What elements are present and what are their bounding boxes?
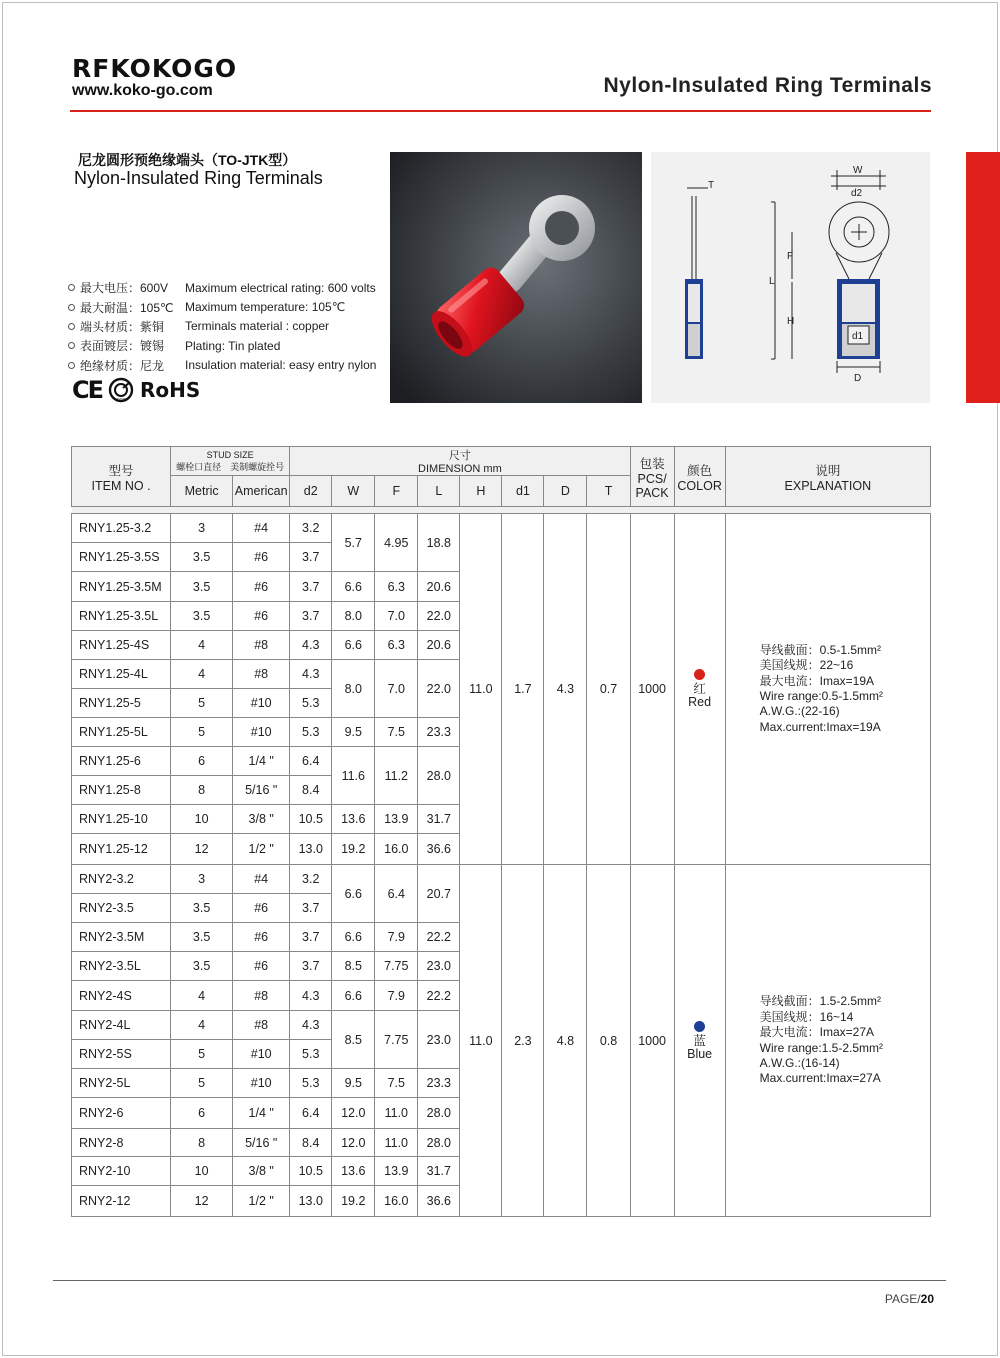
item-number-cell: RNY1.25-4S bbox=[72, 631, 171, 660]
t-cell: 0.8 bbox=[587, 865, 630, 1217]
metric-cell: 5 bbox=[171, 718, 233, 747]
pack-cell: 1000 bbox=[630, 514, 674, 865]
color-label-en: Red bbox=[688, 695, 712, 709]
h-cell: 11.0 bbox=[460, 514, 502, 865]
w-cell: 6.6 bbox=[332, 923, 375, 952]
d1-cell: 1.7 bbox=[502, 514, 544, 865]
metric-cell: 8 bbox=[171, 776, 233, 805]
metric-cell: 3 bbox=[171, 514, 233, 543]
american-cell: #4 bbox=[233, 865, 290, 894]
explanation-line: Max.current:Imax=19A bbox=[759, 719, 881, 734]
metric-cell: 3.5 bbox=[171, 572, 233, 602]
w-cell: 8.5 bbox=[332, 1011, 375, 1069]
col-header-w: W bbox=[332, 476, 375, 507]
metric-cell: 6 bbox=[171, 1098, 233, 1129]
explanation-cell bbox=[725, 865, 930, 1217]
metric-cell: 3 bbox=[171, 865, 233, 894]
spec-en: Maximum temperature: 105℃ bbox=[185, 300, 346, 315]
metric-cell: 3.5 bbox=[171, 602, 233, 631]
d2-cell: 3.7 bbox=[290, 894, 332, 923]
american-cell: 1/2 " bbox=[233, 834, 290, 865]
l-cell: 28.0 bbox=[418, 747, 460, 805]
footer-divider bbox=[53, 1280, 946, 1281]
d2-cell: 3.7 bbox=[290, 602, 332, 631]
item-number-cell: RNY1.25-12 bbox=[72, 834, 171, 865]
d2-cell: 4.3 bbox=[290, 981, 332, 1011]
color-label-cn: 蓝 bbox=[693, 1033, 706, 1048]
item-number-cell: RNY1.25-5L bbox=[72, 718, 171, 747]
d-cell: 4.3 bbox=[544, 514, 587, 865]
f-cell: 7.0 bbox=[375, 660, 418, 718]
spec-cn: 最大耐温：105℃ bbox=[80, 300, 174, 315]
certification-marks bbox=[72, 376, 200, 404]
explanation-line: 美国线规：16~14 bbox=[759, 1009, 854, 1024]
col-header-american: American bbox=[233, 476, 290, 507]
metric-cell: 8 bbox=[171, 1129, 233, 1157]
col-header-d: D bbox=[544, 476, 587, 507]
metric-cell: 4 bbox=[171, 631, 233, 660]
spec-cn: 端头材质：紫铜 bbox=[80, 319, 165, 334]
col-header-metric: Metric bbox=[171, 476, 233, 507]
american-cell: #8 bbox=[233, 981, 290, 1011]
d2-cell: 4.3 bbox=[290, 660, 332, 689]
col-header-l: L bbox=[418, 476, 460, 507]
explanation-line: A.W.G.:(22-16) bbox=[759, 704, 840, 719]
metric-cell: 12 bbox=[171, 1186, 233, 1217]
f-cell: 7.75 bbox=[375, 1011, 418, 1069]
explanation-cell bbox=[725, 514, 930, 865]
col-header-d1: d1 bbox=[502, 476, 544, 507]
d2-cell: 5.3 bbox=[290, 718, 332, 747]
item-number-cell: RNY1.25-3.5M bbox=[72, 572, 171, 602]
explanation-line: Wire range:1.5-2.5mm² bbox=[759, 1040, 884, 1055]
l-cell: 22.0 bbox=[418, 602, 460, 631]
table-body bbox=[72, 514, 931, 1217]
product-photo bbox=[390, 152, 642, 403]
l-cell: 20.7 bbox=[418, 865, 460, 923]
american-cell: #6 bbox=[233, 894, 290, 923]
american-cell: #6 bbox=[233, 923, 290, 952]
f-cell: 7.5 bbox=[375, 1069, 418, 1098]
item-number-cell: RNY1.25-10 bbox=[72, 805, 171, 834]
american-cell: #8 bbox=[233, 660, 290, 689]
d2-cell: 6.4 bbox=[290, 1098, 332, 1129]
col-header-f: F bbox=[375, 476, 418, 507]
col-header-explanation: 说明 EXPLANATION bbox=[725, 447, 930, 507]
w-cell: 5.7 bbox=[332, 514, 375, 572]
d2-cell: 4.3 bbox=[290, 631, 332, 660]
metric-cell: 3.5 bbox=[171, 894, 233, 923]
metric-cell: 3.5 bbox=[171, 543, 233, 572]
l-cell: 36.6 bbox=[418, 834, 460, 865]
metric-cell: 10 bbox=[171, 1157, 233, 1186]
american-cell: #4 bbox=[233, 514, 290, 543]
w-cell: 12.0 bbox=[332, 1098, 375, 1129]
color-label-cn: 红 bbox=[693, 682, 706, 696]
f-cell: 4.95 bbox=[375, 514, 418, 572]
metric-cell: 10 bbox=[171, 805, 233, 834]
item-number-cell: RNY2-6 bbox=[72, 1098, 171, 1129]
item-number-cell: RNY1.25-5 bbox=[72, 689, 171, 718]
f-cell: 7.75 bbox=[375, 952, 418, 981]
col-header-stud-size: STUD SIZE 螺栓口直径 美制螺旋拴号 bbox=[171, 447, 290, 476]
d2-cell: 10.5 bbox=[290, 1157, 332, 1186]
metric-cell: 4 bbox=[171, 660, 233, 689]
f-cell: 7.9 bbox=[375, 981, 418, 1011]
metric-cell: 12 bbox=[171, 834, 233, 865]
explanation-line: 导线截面：1.5-2.5mm² bbox=[759, 994, 882, 1009]
american-cell: 1/2 " bbox=[233, 1186, 290, 1217]
l-cell: 20.6 bbox=[418, 572, 460, 602]
item-number-cell: RNY2-3.2 bbox=[72, 865, 171, 894]
item-number-cell: RNY2-3.5 bbox=[72, 894, 171, 923]
item-number-cell: RNY2-4S bbox=[72, 981, 171, 1011]
bullet-icon bbox=[68, 304, 75, 311]
f-cell: 7.0 bbox=[375, 602, 418, 631]
metric-cell: 3.5 bbox=[171, 923, 233, 952]
american-cell: #6 bbox=[233, 952, 290, 981]
website-url[interactable]: www.koko-go.com bbox=[72, 82, 213, 99]
spec-item bbox=[68, 336, 376, 355]
w-cell: 12.0 bbox=[332, 1129, 375, 1157]
w-cell: 13.6 bbox=[332, 1157, 375, 1186]
d2-cell: 3.7 bbox=[290, 952, 332, 981]
item-number-cell: RNY2-8 bbox=[72, 1129, 171, 1157]
d2-cell: 5.3 bbox=[290, 1040, 332, 1069]
f-cell: 11.0 bbox=[375, 1098, 418, 1129]
l-cell: 23.0 bbox=[418, 1011, 460, 1069]
table-row bbox=[72, 865, 931, 894]
f-cell: 16.0 bbox=[375, 834, 418, 865]
american-cell: 1/4 " bbox=[233, 1098, 290, 1129]
h-cell: 11.0 bbox=[460, 865, 502, 1217]
item-number-cell: RNY2-3.5M bbox=[72, 923, 171, 952]
metric-cell: 4 bbox=[171, 1011, 233, 1040]
explanation-line: 最大电流：Imax=19A bbox=[759, 673, 875, 688]
item-number-cell: RNY1.25-3.2 bbox=[72, 514, 171, 543]
spec-en: Plating: Tin plated bbox=[185, 338, 281, 353]
w-cell: 19.2 bbox=[332, 834, 375, 865]
diagram-label-w: W bbox=[853, 165, 863, 176]
diagram-label-d2: d2 bbox=[851, 188, 863, 199]
explanation-line: A.W.G.:(16-14) bbox=[759, 1055, 840, 1070]
col-header-d2: d2 bbox=[290, 476, 332, 507]
color-label-en: Blue bbox=[687, 1046, 713, 1061]
spec-list bbox=[68, 278, 376, 375]
color-swatch-icon bbox=[694, 669, 705, 680]
item-number-cell: RNY2-5L bbox=[72, 1069, 171, 1098]
d1-cell: 2.3 bbox=[502, 865, 544, 1217]
metric-cell: 5 bbox=[171, 1040, 233, 1069]
product-spec-table bbox=[71, 446, 931, 1217]
item-number-cell: RNY2-5S bbox=[72, 1040, 171, 1069]
f-cell: 13.9 bbox=[375, 805, 418, 834]
item-number-cell: RNY2-3.5L bbox=[72, 952, 171, 981]
page-title: Nylon-Insulated Ring Terminals bbox=[603, 74, 932, 97]
rohs-mark-icon: RoHS bbox=[140, 378, 201, 402]
w-cell: 8.5 bbox=[332, 952, 375, 981]
l-cell: 31.7 bbox=[418, 1157, 460, 1186]
metric-cell: 5 bbox=[171, 689, 233, 718]
w-cell: 9.5 bbox=[332, 718, 375, 747]
spec-item bbox=[68, 356, 376, 375]
american-cell: #8 bbox=[233, 631, 290, 660]
brand-logo: RFKOKOGO bbox=[72, 54, 238, 83]
t-cell: 0.7 bbox=[587, 514, 630, 865]
w-cell: 9.5 bbox=[332, 1069, 375, 1098]
spec-cn: 表面镀层：镀锡 bbox=[80, 339, 165, 354]
w-cell: 11.6 bbox=[332, 747, 375, 805]
f-cell: 7.9 bbox=[375, 923, 418, 952]
col-header-pack: 包装 PCS/ PACK bbox=[630, 447, 674, 507]
metric-cell: 5 bbox=[171, 1069, 233, 1098]
f-cell: 11.0 bbox=[375, 1129, 418, 1157]
d2-cell: 5.3 bbox=[290, 1069, 332, 1098]
l-cell: 23.0 bbox=[418, 952, 460, 981]
l-cell: 23.3 bbox=[418, 1069, 460, 1098]
d2-cell: 3.7 bbox=[290, 923, 332, 952]
d2-cell: 13.0 bbox=[290, 1186, 332, 1217]
l-cell: 22.2 bbox=[418, 923, 460, 952]
diagram-label-d: D bbox=[854, 373, 862, 384]
d2-cell: 3.2 bbox=[290, 865, 332, 894]
american-cell: #10 bbox=[233, 1069, 290, 1098]
f-cell: 11.2 bbox=[375, 747, 418, 805]
metric-cell: 6 bbox=[171, 747, 233, 776]
f-cell: 6.3 bbox=[375, 631, 418, 660]
american-cell: #6 bbox=[233, 543, 290, 572]
bullet-icon bbox=[68, 323, 75, 330]
d2-cell: 5.3 bbox=[290, 689, 332, 718]
cqc-mark-icon bbox=[108, 377, 134, 403]
page-number: PAGE/20 bbox=[884, 1292, 934, 1306]
color-cell bbox=[674, 514, 725, 865]
col-header-h: H bbox=[460, 476, 502, 507]
dimension-diagram bbox=[651, 152, 930, 403]
diagram-label-f: F bbox=[787, 251, 794, 262]
l-cell: 22.0 bbox=[418, 660, 460, 718]
american-cell: #8 bbox=[233, 1011, 290, 1040]
spec-en: Insulation material: easy entry nylon bbox=[185, 358, 377, 373]
american-cell: #10 bbox=[233, 1040, 290, 1069]
item-number-cell: RNY1.25-6 bbox=[72, 747, 171, 776]
d2-cell: 10.5 bbox=[290, 805, 332, 834]
item-number-cell: RNY1.25-8 bbox=[72, 776, 171, 805]
section-title-en: Nylon-Insulated Ring Terminals bbox=[74, 168, 323, 188]
section-title-cn: 尼龙圆形预绝缘端头（TO-JTK型） bbox=[78, 152, 297, 168]
diagram-label-t: T bbox=[708, 180, 715, 191]
metric-cell: 3.5 bbox=[171, 952, 233, 981]
color-cell bbox=[674, 865, 725, 1217]
header-divider bbox=[70, 110, 931, 112]
d2-cell: 13.0 bbox=[290, 834, 332, 865]
f-cell: 13.9 bbox=[375, 1157, 418, 1186]
col-header-dimension: 尺寸 DIMENSION mm bbox=[290, 447, 630, 476]
bullet-icon bbox=[68, 284, 75, 291]
item-number-cell: RNY1.25-4L bbox=[72, 660, 171, 689]
w-cell: 6.6 bbox=[332, 981, 375, 1011]
bullet-icon bbox=[68, 362, 75, 369]
diagram-label-d1: d1 bbox=[852, 331, 864, 342]
l-cell: 28.0 bbox=[418, 1129, 460, 1157]
w-cell: 8.0 bbox=[332, 602, 375, 631]
l-cell: 22.2 bbox=[418, 981, 460, 1011]
color-swatch-icon bbox=[694, 1021, 705, 1032]
d2-cell: 8.4 bbox=[290, 1129, 332, 1157]
d2-cell: 4.3 bbox=[290, 1011, 332, 1040]
d2-cell: 3.2 bbox=[290, 514, 332, 543]
diagram-label-l: L bbox=[769, 276, 775, 287]
svg-text:CQC: CQC bbox=[116, 397, 126, 403]
explanation-line: 美国线规：22~16 bbox=[759, 658, 854, 673]
d2-cell: 3.7 bbox=[290, 543, 332, 572]
spec-item bbox=[68, 278, 376, 297]
explanation-line: 最大电流：Imax=27A bbox=[759, 1025, 875, 1040]
american-cell: 5/16 " bbox=[233, 1129, 290, 1157]
table-row bbox=[72, 514, 931, 543]
american-cell: #10 bbox=[233, 689, 290, 718]
w-cell: 13.6 bbox=[332, 805, 375, 834]
explanation-line: Max.current:Imax=27A bbox=[759, 1071, 881, 1086]
american-cell: 1/4 " bbox=[233, 747, 290, 776]
explanation-line: 导线截面：0.5-1.5mm² bbox=[759, 642, 882, 657]
american-cell: 5/16 " bbox=[233, 776, 290, 805]
w-cell: 19.2 bbox=[332, 1186, 375, 1217]
section-tab-marker bbox=[966, 152, 1000, 403]
spec-item bbox=[68, 297, 376, 316]
spec-en: Maximum electrical rating: 600 volts bbox=[185, 280, 376, 295]
l-cell: 23.3 bbox=[418, 718, 460, 747]
spec-item bbox=[68, 317, 376, 336]
spec-en: Terminals material : copper bbox=[185, 319, 330, 334]
item-number-cell: RNY1.25-3.5L bbox=[72, 602, 171, 631]
spec-cn: 最大电压：600V bbox=[80, 281, 169, 296]
l-cell: 31.7 bbox=[418, 805, 460, 834]
american-cell: #10 bbox=[233, 718, 290, 747]
l-cell: 28.0 bbox=[418, 1098, 460, 1129]
l-cell: 36.6 bbox=[418, 1186, 460, 1217]
w-cell: 6.6 bbox=[332, 572, 375, 602]
l-cell: 20.6 bbox=[418, 631, 460, 660]
w-cell: 6.6 bbox=[332, 631, 375, 660]
spec-cn: 绝缘材质：尼龙 bbox=[80, 358, 165, 373]
item-number-cell: RNY2-4L bbox=[72, 1011, 171, 1040]
col-header-color: 颜色 COLOR bbox=[674, 447, 725, 507]
item-number-cell: RNY2-10 bbox=[72, 1157, 171, 1186]
american-cell: #6 bbox=[233, 572, 290, 602]
f-cell: 6.3 bbox=[375, 572, 418, 602]
american-cell: 3/8 " bbox=[233, 805, 290, 834]
explanation-line: Wire range:0.5-1.5mm² bbox=[759, 689, 884, 703]
col-header-t: T bbox=[587, 476, 630, 507]
d2-cell: 3.7 bbox=[290, 572, 332, 602]
col-header-item: 型号 ITEM NO . bbox=[72, 447, 171, 507]
item-number-cell: RNY2-12 bbox=[72, 1186, 171, 1217]
d2-cell: 6.4 bbox=[290, 747, 332, 776]
d2-cell: 8.4 bbox=[290, 776, 332, 805]
f-cell: 6.4 bbox=[375, 865, 418, 923]
american-cell: #6 bbox=[233, 602, 290, 631]
d-cell: 4.8 bbox=[544, 865, 587, 1217]
f-cell: 16.0 bbox=[375, 1186, 418, 1217]
metric-cell: 4 bbox=[171, 981, 233, 1011]
bullet-icon bbox=[68, 342, 75, 349]
f-cell: 7.5 bbox=[375, 718, 418, 747]
w-cell: 6.6 bbox=[332, 865, 375, 923]
w-cell: 8.0 bbox=[332, 660, 375, 718]
pack-cell: 1000 bbox=[630, 865, 674, 1217]
l-cell: 18.8 bbox=[418, 514, 460, 572]
ce-mark-icon: CE bbox=[72, 376, 103, 404]
american-cell: 3/8 " bbox=[233, 1157, 290, 1186]
item-number-cell: RNY1.25-3.5S bbox=[72, 543, 171, 572]
diagram-label-h: H bbox=[787, 316, 795, 327]
